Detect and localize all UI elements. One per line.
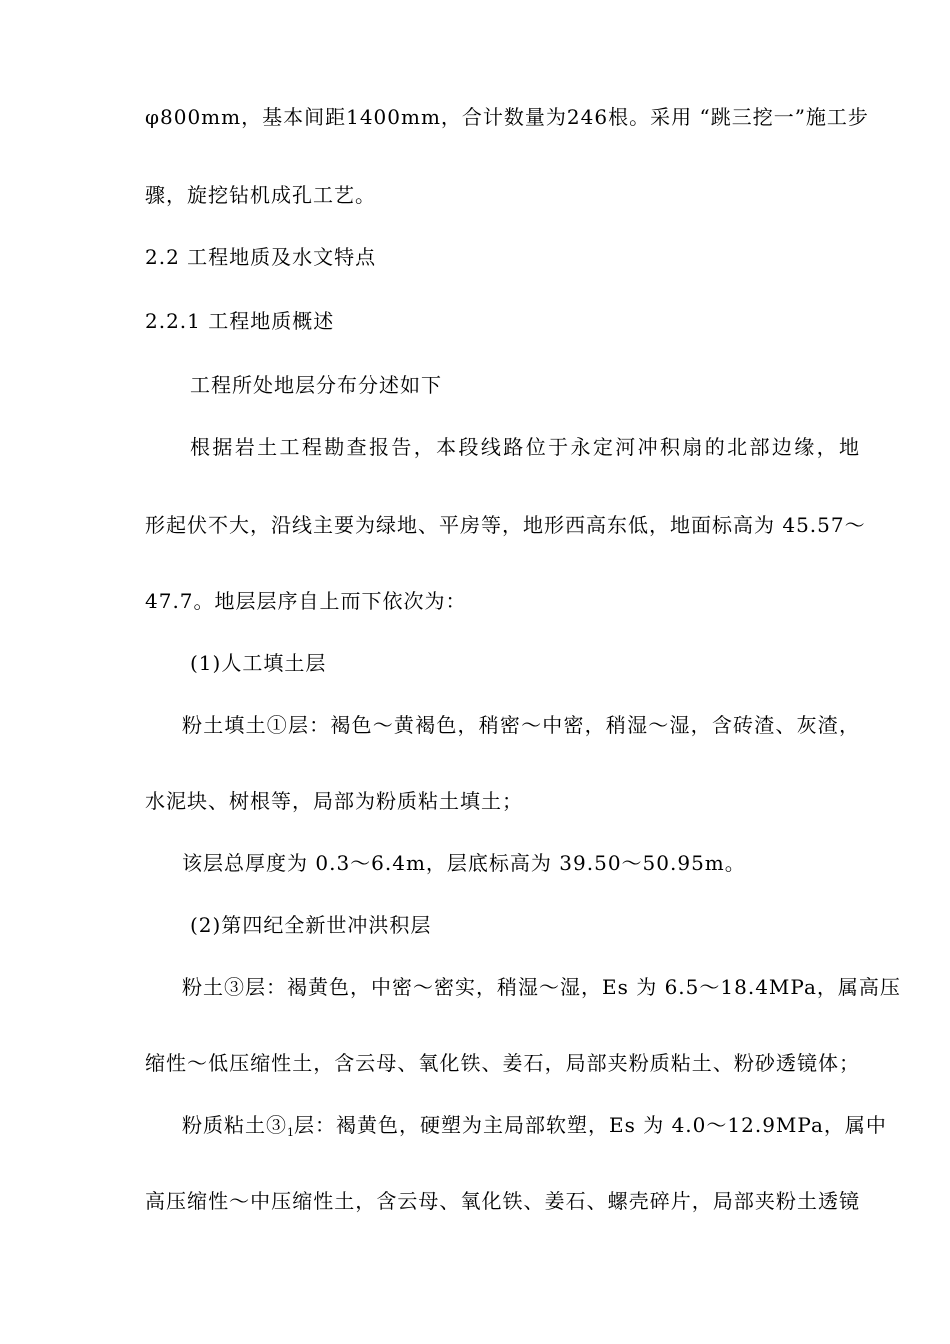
paragraph-line: 粉土③层：褐黄色，中密～密实，稍湿～湿，Es 为 6.5～18.4MPa，属高压 — [182, 975, 901, 999]
paragraph-line: 根据岩土工程勘查报告，本段线路位于永定河冲积扇的北部边缘，地 — [190, 435, 860, 459]
paragraph-line — [182, 1111, 887, 1147]
paragraph-line: 47.7。地层层序自上而下依次为： — [145, 589, 467, 613]
paragraph-line: φ800mm，基本间距1400mm，合计数量为246根。采用 “跳三挖一”施工步 — [145, 105, 869, 129]
paragraph-line: 粉土填土①层：褐色～黄褐色，稍密～中密，稍湿～湿，含砖渣、灰渣， — [182, 713, 860, 737]
layer-heading: (1)人工填土层 — [190, 651, 327, 675]
paragraph-line: 形起伏不大，沿线主要为绿地、平房等，地形西高东低，地面标高为 45.57～ — [145, 513, 866, 537]
layer-subscript: 1 — [287, 1126, 294, 1139]
layer-description: 层：褐黄色，硬塑为主局部软塑，Es 为 4.0～12.9MPa，属中 — [294, 1113, 887, 1137]
section-heading: 2.2 工程地质及水文特点 — [145, 245, 377, 269]
paragraph-line: 该层总厚度为 0.3～6.4m，层底标高为 39.50～50.95m。 — [182, 851, 746, 875]
layer-name: 粉质粘土③ — [182, 1113, 287, 1137]
paragraph-line: 水泥块、树根等，局部为粉质粘土填土； — [145, 789, 523, 813]
paragraph-line: 缩性～低压缩性土，含云母、氧化铁、姜石，局部夹粉质粘土、粉砂透镜体； — [145, 1051, 860, 1075]
subsection-heading: 2.2.1 工程地质概述 — [145, 309, 335, 333]
paragraph-line: 高压缩性～中压缩性土，含云母、氧化铁、姜石、螺壳碎片，局部夹粉土透镜 — [145, 1189, 860, 1213]
paragraph-line: 骤，旋挖钻机成孔工艺。 — [145, 183, 376, 207]
paragraph-line: 工程所处地层分布分述如下 — [190, 373, 442, 397]
layer-heading: (2)第四纪全新世冲洪积层 — [190, 913, 432, 937]
